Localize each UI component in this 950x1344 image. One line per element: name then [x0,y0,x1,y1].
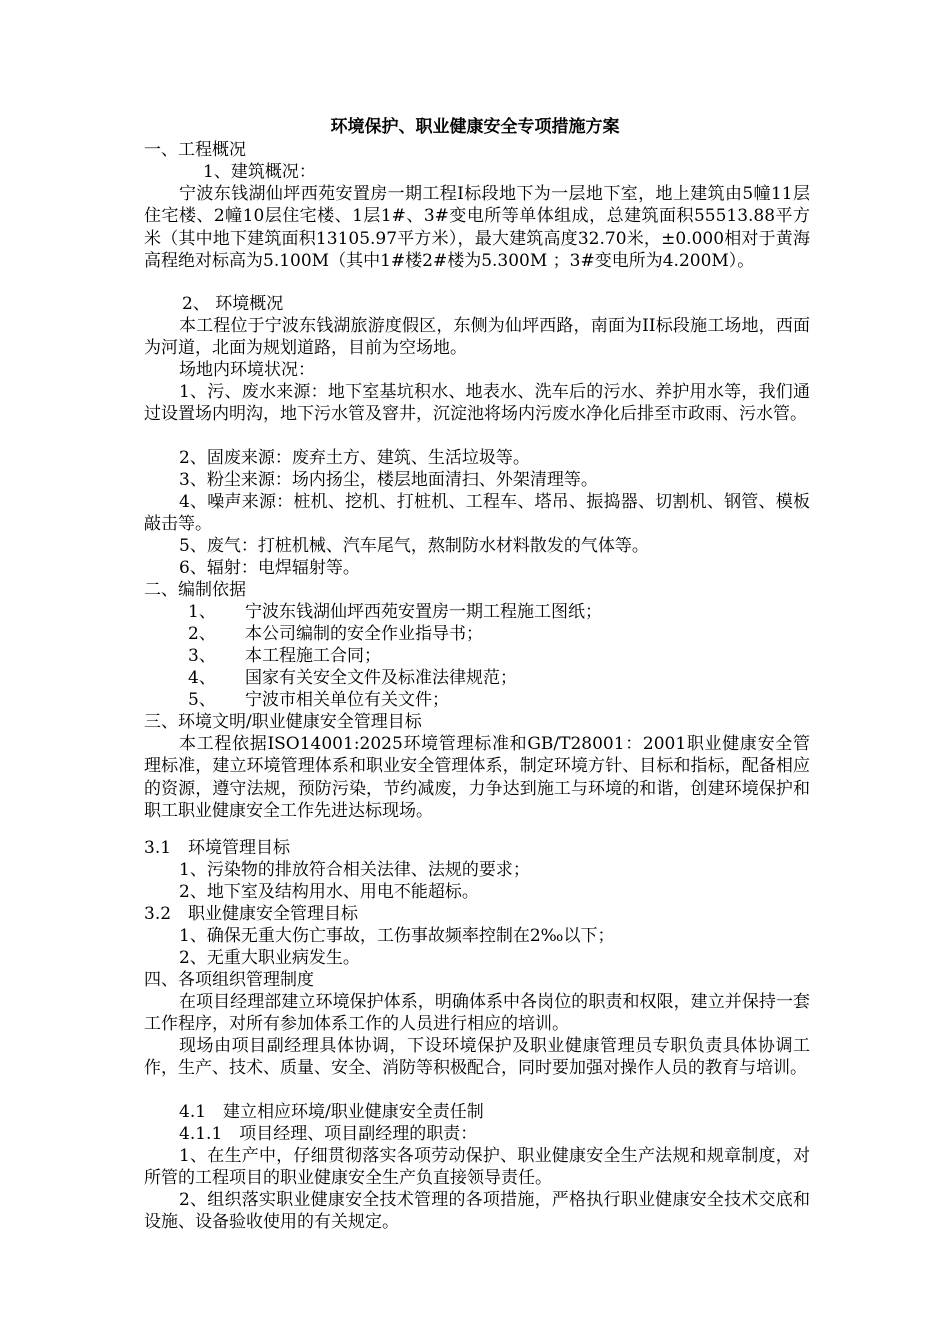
basis-number: 1、 [188,602,216,622]
list-item-duty-2: 2、组织落实职业健康安全技术管理的各项措施，严格执行职业健康安全技术交底和设施、设备验收使用的有关规定。 [144,1190,810,1233]
list-item-solid-waste: 2、固废来源：废弃土方、建筑、生活垃圾等。 [179,448,530,468]
list-item-duty-1: 1、在生产中，仔细贯彻落实各项劳动保护、职业健康安全生产法规和规章制度，对所管的工程项目的职业健康安全生产负直接领导责任。 [144,1146,810,1189]
basis-item: 本公司编制的安全作业指导书； [245,624,483,644]
section-heading-2: 二、编制依据 [144,580,246,600]
section-heading-3: 三、环境文明/职业健康安全管理目标 [144,712,422,732]
basis-item: 国家有关安全文件及标准法律规范； [245,668,517,688]
paragraph-coordination: 现场由项目副经理具体协调，下设环境保护及职业健康管理员专职负责具体协调工作，生产、技术、质量、安全、消防等积极配合，同时要加强对操作人员的教育与培训。 [144,1036,810,1079]
list-item-wastewater: 1、污、废水来源：地下室基坑积水、地表水、洗车后的污水、养护用水等，我们通过设置场内明沟，地下污水管及窨井，沉淀池将场内污废水净化后排至市政雨、污水管。 [144,382,810,425]
paragraph-system: 在项目经理部建立环境保护体系，明确体系中各岗位的职责和权限，建立并保持一套工作程序，对所有参加体系工作的人员进行相应的培训。 [144,992,810,1035]
paragraph-environment-overview: 本工程位于宁波东钱湖旅游度假区，东侧为仙坪西路，南面为II标段施工场地，西面为河道，北面为规划道路，目前为空场地。 [144,316,810,359]
subheading-environment: 2、 环境概况 [182,294,284,314]
list-item-dust: 3、粉尘来源：场内扬尘，楼层地面清扫、外架清理等。 [179,470,598,490]
section-heading-4: 四、各项组织管理制度 [144,970,314,990]
list-item-radiation: 6、辐射：电焊辐射等。 [179,558,360,578]
basis-number: 2、 [188,624,216,644]
section-heading-1: 一、工程概况 [144,140,246,160]
list-item-safety-target-1: 1、确保无重大伤亡事故，工伤事故频率控制在2‰以下； [179,926,615,946]
basis-number: 3、 [188,646,216,666]
subheading-safety-target: 3.2 职业健康安全管理目标 [144,904,359,924]
basis-number: 5、 [188,690,216,710]
subheading-building: 1、建筑概况： [203,162,316,182]
paragraph-site-status: 场地内环境状况： [179,360,315,380]
subheading-responsibility: 4.1 建立相应环境/职业健康安全责任制 [179,1102,484,1122]
paragraph-building-overview: 宁波东钱湖仙坪西苑安置房一期工程Ⅰ标段地下为一层地下室，地上建筑由5幢11层住宅楼、2幢10层住宅楼、1层1#、3#变电所等单体组成，总建筑面积55513.88平方米（其中地下建筑面积13105.97平方米），最大建筑高度32.70米，±0.000相对于黄海高程绝对标高为5.100M（其中1#楼2#楼为5.300M ；3#变电所为4.200M）。 [144,184,810,271]
list-item-env-target-2: 2、地下室及结构用水、用电不能超标。 [179,882,479,902]
paragraph-management-basis: 本工程依据ISO14001:2025环境管理标准和GB/T28001：2001职业健康安全管理标准，建立环境管理体系和职业安全管理体系，制定环境方针、目标和指标，配备相应的资源，遵守法规，预防污染，节约减废，力争达到施工与环境的和谐，创建环境保护和职工职业健康安全工作先进达标现场。 [144,734,810,821]
list-item-noise: 4、噪声来源：桩机、挖机、打桩机、工程车、塔吊、振捣器、切割机、钢管、模板敲击等。 [144,492,810,535]
list-item-env-target-1: 1、污染物的排放符合相关法律、法规的要求； [179,860,530,880]
subheading-manager-duties: 4.1.1 项目经理、项目副经理的职责： [179,1124,478,1144]
subheading-env-target: 3.1 环境管理目标 [144,838,291,858]
list-item-safety-target-2: 2、无重大职业病发生。 [179,948,360,968]
basis-item: 宁波东钱湖仙坪西苑安置房一期工程施工图纸； [245,602,602,622]
basis-number: 4、 [188,668,216,688]
basis-item: 本工程施工合同； [245,646,381,666]
document-title: 环境保护、职业健康安全专项措施方案 [330,117,620,137]
list-item-exhaust: 5、废气：打桩机械、汽车尾气，熬制防水材料散发的气体等。 [179,536,649,556]
basis-item: 宁波市相关单位有关文件； [245,690,449,710]
